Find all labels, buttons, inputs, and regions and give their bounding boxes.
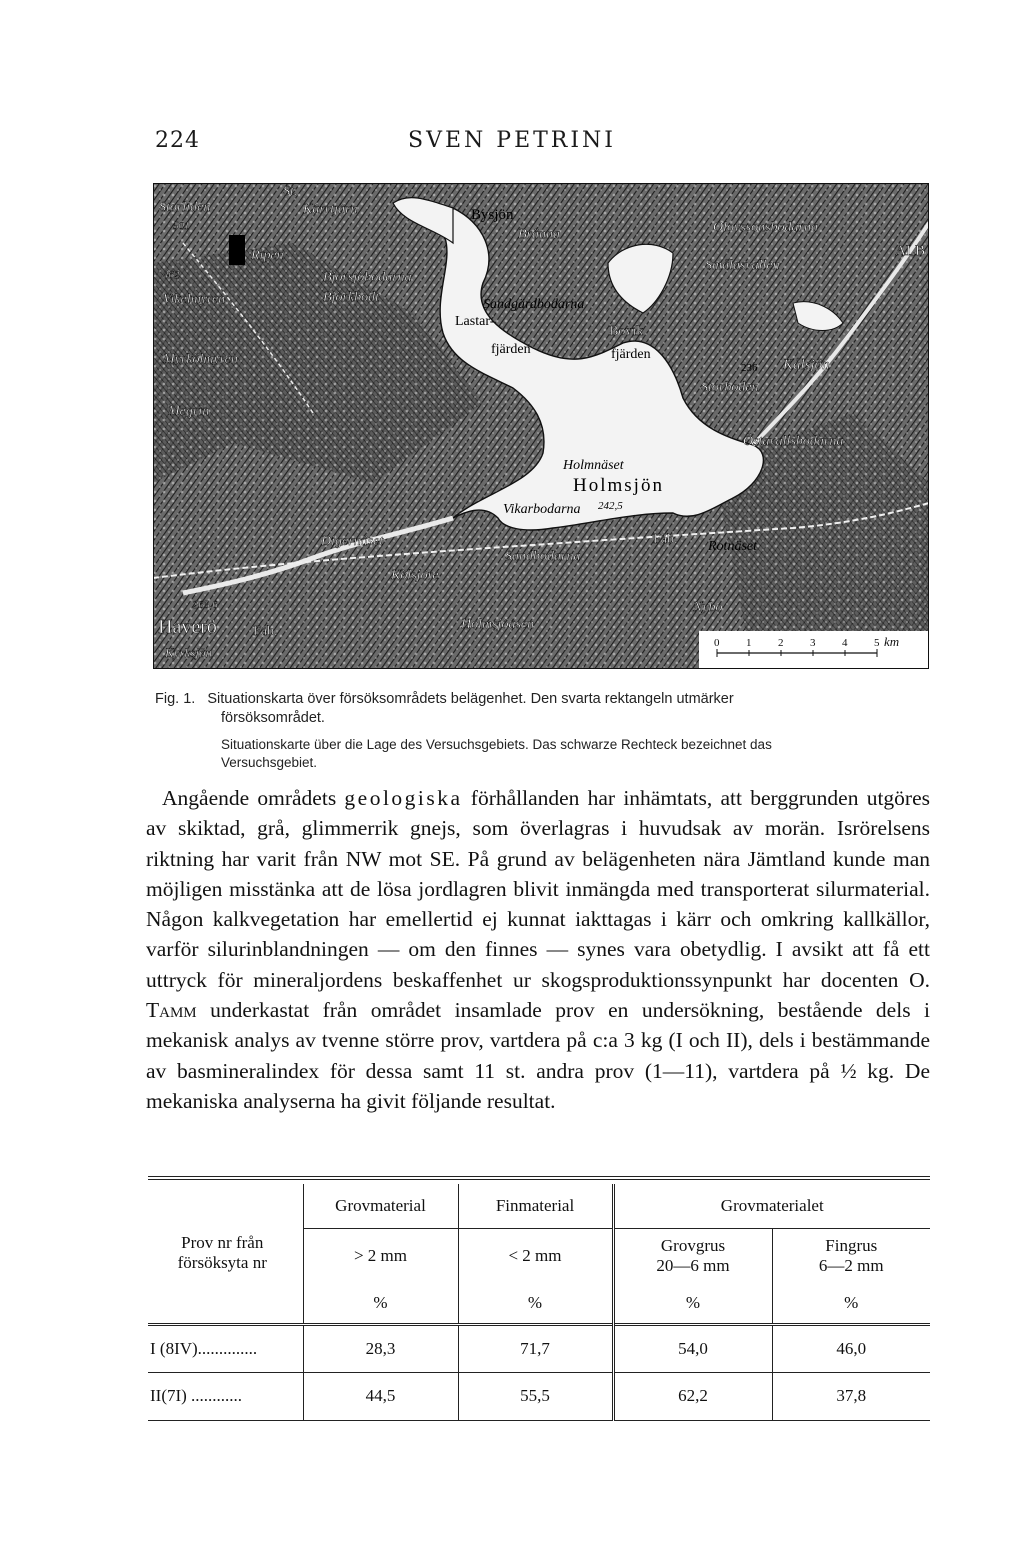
map-label: Storliden	[159, 200, 211, 215]
map-label: Björkbodt	[323, 290, 379, 305]
map-label: Nybo	[693, 600, 723, 615]
map-label: Kyrksjön	[165, 645, 212, 660]
body-text-a: Angående områdets	[162, 786, 345, 810]
map-label: Vikarbodarna	[503, 502, 581, 517]
map-label: 265,6	[193, 599, 218, 611]
map-label: Bysjön	[471, 207, 514, 223]
body-paragraph	[146, 783, 930, 1116]
results-table	[148, 1184, 930, 1421]
cell-grov: 28,3	[303, 1324, 458, 1372]
body-text-c: underkastat från området insamlade prov en undersökning, bestående dels i mekanisk analys av tvenne större prov, vartdera på c:a 3 kg (I och II), dels i bestämmande av basmineralindex för dessa samt 11 st. andra prov (1—11), vartdera på ½ kg. De mekaniska analyserna ha givit följande resultat.	[146, 998, 930, 1113]
map-label: Östavallsbodarna	[743, 434, 844, 449]
caption-sv-line2: försöksområdet.	[221, 710, 325, 726]
running-title: SVEN PETRINI	[408, 128, 616, 153]
map-label: 236	[741, 362, 758, 374]
map-label: Megrin	[168, 404, 210, 419]
map-label: Kärrtjärn	[303, 202, 358, 217]
caption-sv-line1: Situationskarta över försöksområdets belägenhet. Den svarta rektangeln utmärker	[207, 691, 734, 707]
map-label: Holmnäset	[563, 458, 624, 473]
test-area-rectangle	[229, 235, 245, 265]
header-grovgrus: Grovgrus 20—6 mm	[613, 1228, 772, 1284]
caption-german	[155, 736, 935, 772]
body-text-tamm: Tamm	[146, 998, 197, 1023]
map-label: Digernäset	[321, 534, 384, 549]
map-label: Bovik	[609, 324, 644, 339]
caption-de-line2: Versuchsgebiet.	[221, 755, 318, 770]
header-lt-2mm: < 2 mm	[458, 1228, 613, 1284]
row-label: I (8IV)..............	[148, 1324, 303, 1372]
map-label: Rotnäset	[708, 539, 757, 554]
cell-grovgrus: 62,2	[613, 1372, 772, 1420]
map-label: Fäb.	[653, 532, 678, 547]
map-label: fjärden	[491, 342, 531, 357]
map-label: St.	[283, 184, 298, 199]
situation-map	[153, 183, 929, 669]
cell-fingrus: 46,0	[772, 1324, 930, 1372]
scale-tick: 3	[810, 637, 816, 649]
header-grovmaterial: Grovmaterial	[303, 1184, 458, 1228]
pct-grovgrus: %	[613, 1284, 772, 1324]
scale-tick: 5	[874, 637, 880, 649]
map-label: Sandbodarna	[505, 549, 581, 564]
scale-tick: 2	[778, 637, 784, 649]
header-gt-2mm: > 2 mm	[303, 1228, 458, 1284]
map-label: Holmsjön	[573, 475, 664, 496]
header-fingrus: Fingrus 6—2 mm	[772, 1228, 930, 1284]
map-label: Bjorsjöbodarna	[323, 270, 412, 285]
map-label: fjärden	[611, 347, 651, 362]
table-row	[148, 1324, 930, 1372]
header-grovmaterialet: Grovmaterialet	[613, 1184, 930, 1228]
map-label: Kölsjöre	[391, 568, 439, 583]
map-label: Lastar-	[455, 314, 495, 329]
scale-tick: 1	[746, 637, 752, 649]
cell-fingrus: 37,8	[772, 1372, 930, 1420]
cell-grov: 44,5	[303, 1372, 458, 1420]
body-text-geologiska: geologiska	[344, 786, 463, 810]
figure-caption	[155, 690, 935, 772]
map-label: Haverö	[158, 616, 217, 638]
table-top-rule-2	[148, 1179, 930, 1180]
map-label: Bränna	[518, 227, 560, 242]
map-label: Smålasvallen	[705, 258, 780, 273]
map-label: Fäb.	[253, 624, 278, 639]
caption-de-line1: Situationskarte über die Lage des Versuchsgebiets. Das schwarze Rechteck bezeichnet das	[221, 737, 772, 752]
scale-tick: 4	[842, 637, 848, 649]
map-label: Sandgärdbodarna	[483, 297, 585, 312]
scale-tick: 0	[714, 637, 720, 649]
header-finmaterial: Finmaterial	[458, 1184, 613, 1228]
map-label: 242,5	[598, 500, 623, 512]
map-label: 462	[163, 269, 180, 281]
header-prov: Prov nr från försöksyta nr	[177, 1233, 267, 1273]
map-label: Storboden	[701, 380, 759, 395]
scale-unit: km	[884, 634, 900, 649]
page-number: 224	[155, 128, 200, 153]
table-row	[148, 1372, 930, 1420]
map-label: Holmsjöäsen	[461, 617, 535, 632]
pct-fingrus: %	[772, 1284, 930, 1324]
pct-fin: %	[458, 1284, 613, 1324]
caption-swedish	[155, 690, 935, 728]
body-text-b: förhållanden har inhämtats, att berggrunden utgöres av skiktad, grå, glimmerrik gnejs, som överlagras i huvudsak av morän. Isrörelsens riktning har varit från NW mot SE. På grund av belägenheten nära Jämtland kunde man möjligen misstänka att de lösa jordlagren blivit inmängda med transporterat silurmaterial. Någon kalkvegetation har emellertid ej kunnat iakttagas i kärr och omkring kallkällor, varför silurinblandningen — om den finnes — synes vara obetydlig. I avsikt att få ett uttryck för mineraljordens beskaffenhet ur skogsproduktionssynpunkt har docenten O.	[146, 786, 930, 992]
map-label: Ripen	[251, 248, 284, 263]
pct-grov: %	[303, 1284, 458, 1324]
table-top-rule	[148, 1176, 930, 1177]
map-label: Vikelmyren	[163, 292, 226, 307]
scale-bar	[699, 631, 929, 669]
map-label: 501	[173, 220, 190, 232]
map-label: ALB	[895, 243, 925, 259]
cell-fin: 71,7	[458, 1324, 613, 1372]
row-label: II(7I) ............	[148, 1372, 303, 1420]
cell-grovgrus: 54,0	[613, 1324, 772, 1372]
map-label: Myrkölmyren	[163, 352, 238, 367]
figure-label: Fig. 1.	[155, 691, 196, 707]
cell-fin: 55,5	[458, 1372, 613, 1420]
map-label: Olovssonsbodarna	[713, 220, 819, 235]
map-label: Kålsjön	[783, 357, 830, 373]
